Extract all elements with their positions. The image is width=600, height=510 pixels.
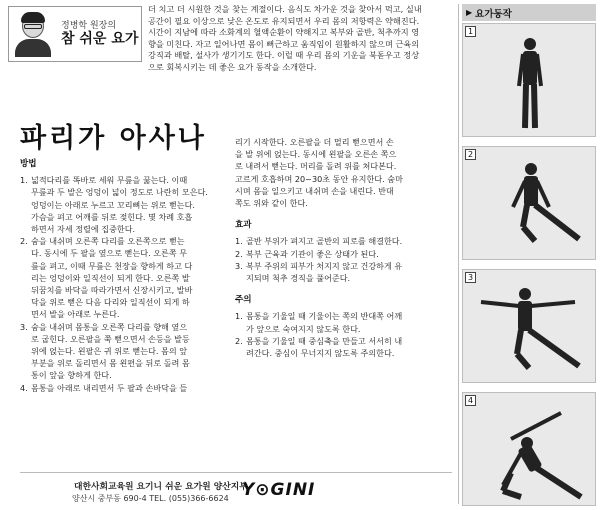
step-number: 2. bbox=[20, 236, 28, 247]
pose-title: 파리가 아사나 bbox=[20, 123, 207, 154]
intro-line: 시간이 지남에 따라 소화계의 혈액순환이 약해지고 복부와 골반, 척추까지 영 bbox=[148, 27, 420, 38]
item-line: 복부 주위의 피부가 처지지 않고 건강하게 유 bbox=[246, 260, 403, 271]
photo-number: 2 bbox=[465, 149, 476, 160]
step-line: 위에 얹는다. 왼팔은 귀 위로 뻗는다. 몸의 앞 bbox=[31, 346, 188, 357]
step-line: 무릎과 두 발은 엉덩이 넓이 정도로 나란히 모은다. bbox=[31, 187, 208, 198]
step-line: 몸통을 아래로 내리면서 두 팔과 손바닥을 들 bbox=[31, 382, 188, 393]
item-line: 려간다. 중심이 무너지지 않도록 주의한다. bbox=[246, 348, 395, 359]
intro-line: 향을 미친다. 자고 일어나면 몸이 뻐근하고 움직임이 원활하지 않으며 근육의 bbox=[148, 38, 420, 49]
step-line: 로 굽힌다. 오른팔을 쭉 뻗으면서 손등을 발등 bbox=[31, 333, 190, 344]
caution-item bbox=[235, 310, 445, 334]
effects-heading: 효과 bbox=[235, 220, 252, 231]
intro-paragraph bbox=[148, 4, 454, 74]
photo-number: 4 bbox=[465, 395, 476, 406]
effect-item bbox=[235, 235, 445, 247]
photo-number: 3 bbox=[465, 272, 476, 283]
item-number: 1. bbox=[235, 311, 243, 322]
method-step bbox=[20, 382, 228, 394]
footer bbox=[20, 472, 452, 508]
photo-number: 1 bbox=[465, 26, 476, 37]
step-line: 넓적다리를 똑바로 세워 무릎을 꿇는다. 이때 bbox=[31, 175, 188, 186]
step-line: 시며 몸을 일으키고 내쉬며 손을 내린다. 반대 bbox=[235, 185, 394, 196]
pose-photo-4 bbox=[462, 392, 596, 506]
pose-photo-1 bbox=[462, 23, 596, 137]
step-line: 숨을 내쉬며 몸통을 오른쪽 다리를 향해 옆으 bbox=[31, 321, 188, 332]
item-line: 골반 부위가 펴지고 골반의 피로를 해결한다. bbox=[246, 236, 403, 247]
intro-line: 강직과 배탈, 설사가 생기기도 한다. 이럴 때 우리 몸의 기운을 북돋우고 정상 bbox=[148, 50, 420, 61]
method-step bbox=[20, 235, 228, 320]
step-number: 4. bbox=[20, 382, 28, 393]
step-line: 통이 앞을 향하게 한다. bbox=[31, 370, 112, 381]
item-number: 3. bbox=[235, 260, 243, 271]
author-subtitle: 정병학 원장의 bbox=[61, 20, 117, 31]
footer-address: 양산시 중부동 690-4 TEL. (055)366-6624 bbox=[72, 494, 229, 503]
method-continued bbox=[235, 136, 445, 209]
left-column bbox=[20, 158, 228, 394]
method-heading: 방법 bbox=[20, 159, 37, 169]
item-number: 2. bbox=[235, 335, 243, 346]
triangle-right-icon: ▶ bbox=[466, 8, 473, 17]
step-line: 뒤꿈치를 바닥을 따라가면서 신장시키고, 발바 bbox=[31, 285, 193, 296]
step-line: 로 내려서 뻗는다. 머리를 돌려 위를 쳐다본다. bbox=[235, 161, 397, 172]
footer-organization: 대한사회교육원 요기니 쉬운 요가원 양산지부 bbox=[74, 482, 248, 492]
item-line: 지되며 척추 경직을 풀어준다. bbox=[246, 273, 351, 284]
cautions-heading: 주의 bbox=[235, 295, 252, 306]
yogini-logo: Y⊙GINI bbox=[242, 480, 316, 500]
step-line: 을 발 위에 얹는다. 동시에 왼팔을 오른손 쪽으 bbox=[235, 149, 397, 160]
intro-line: 더 치고 더 시원한 것을 찾는 계절이다. 음식도 차가운 것을 찾아서 먹고, 실내 bbox=[148, 4, 422, 14]
panel-title: 요가동작 bbox=[475, 8, 512, 20]
step-line: 가슴을 펴고 어깨를 뒤로 젖힌다. 몇 차례 호흡 bbox=[31, 211, 193, 222]
panel-header bbox=[462, 4, 596, 21]
step-line: 닥을 위로 뻗은 다음 다리와 일직선이 되게 하 bbox=[31, 297, 190, 308]
author-avatar bbox=[13, 11, 53, 57]
step-line: 엉덩이는 아래로 누르고 꼬리뼈는 위로 뻗는다. bbox=[31, 199, 195, 210]
effect-item bbox=[235, 248, 445, 260]
right-column bbox=[235, 136, 445, 359]
column-title: 참 쉬운 요가 bbox=[61, 31, 139, 48]
method-step bbox=[20, 174, 228, 235]
step-number: 1. bbox=[20, 175, 28, 186]
pose-photo-2 bbox=[462, 146, 596, 260]
step-line: 리기 시작한다. 오른팔을 더 멀리 뻗으면서 손 bbox=[235, 137, 394, 147]
item-number: 2. bbox=[235, 248, 243, 259]
step-number: 3. bbox=[20, 321, 28, 332]
item-line: 복부 근육과 기관이 좋은 상태가 된다. bbox=[246, 248, 379, 259]
intro-line: 으로 회복시키는 데 좋은 요가 동작을 소개한다. bbox=[148, 61, 317, 72]
arms-out-pose-figure bbox=[463, 270, 597, 384]
step-line: 하면서 자세 정렬에 집중한다. bbox=[31, 224, 136, 235]
step-line: 부분을 위로 돌리면서 몸 왼편을 뒤로 돌려 몸 bbox=[31, 358, 190, 369]
method-step bbox=[20, 321, 228, 382]
pose-photo-3 bbox=[462, 269, 596, 383]
step-line: 리는 엉덩이와 일직선이 되게 한다. 오른쪽 발 bbox=[31, 272, 190, 283]
item-line: 가 앞으로 숙여지지 않도록 한다. bbox=[246, 323, 361, 334]
standing-pose-figure bbox=[463, 24, 597, 138]
caution-item bbox=[235, 335, 445, 359]
author-box bbox=[8, 6, 142, 62]
item-number: 1. bbox=[235, 236, 243, 247]
step-line: 릎을 펴고, 이때 무릎은 천장을 향하게 하고 다 bbox=[31, 260, 193, 271]
step-line: 고르게 호흡하며 20~30초 동안 유지한다. 숨마 bbox=[235, 173, 403, 184]
step-line: 쪽도 위와 같이 한다. bbox=[235, 198, 308, 209]
intro-line: 공간이 필요 이상으로 낮은 온도로 유지되면서 우리 몸의 저항력은 약해진다. bbox=[148, 15, 420, 26]
side-bend-pose-figure bbox=[463, 393, 597, 507]
effect-item bbox=[235, 260, 445, 284]
column-divider bbox=[458, 4, 459, 504]
item-line: 몸통을 기울일 때 기울이는 쪽의 반대쪽 어깨 bbox=[246, 311, 403, 322]
step-line: 숨을 내쉬며 오른쪽 다리를 오른쪽으로 뻗는 bbox=[31, 236, 185, 247]
kneeling-pose-figure bbox=[463, 147, 597, 261]
step-line: 다. 동시에 두 팔을 옆으로 뻗는다. 오른쪽 무 bbox=[31, 248, 188, 259]
item-line: 몸통을 기울일 때 중심축을 만들고 서서히 내 bbox=[246, 335, 403, 346]
step-line: 면서 발을 아래로 누른다. bbox=[31, 309, 120, 320]
